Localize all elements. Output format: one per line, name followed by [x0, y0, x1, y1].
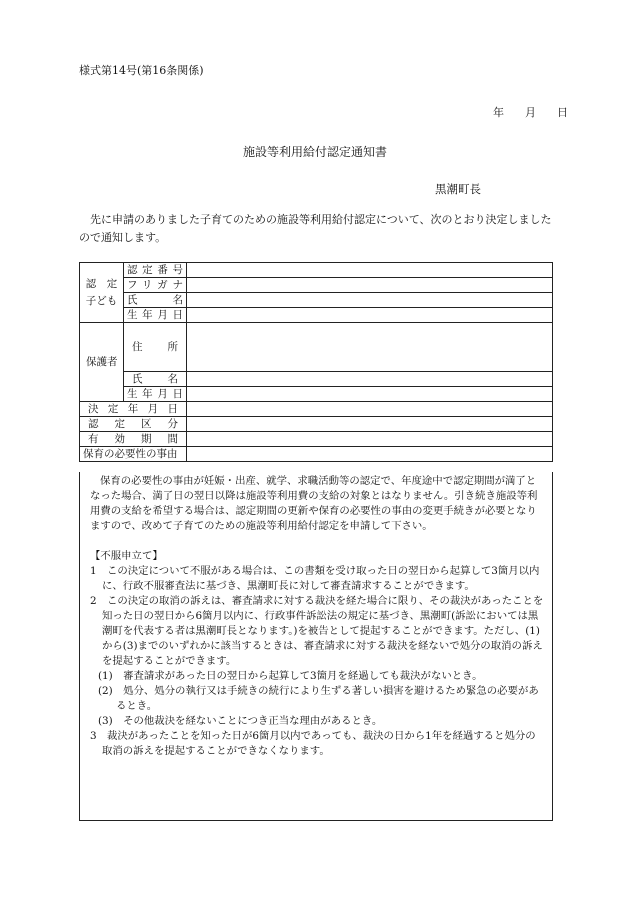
table-row [80, 263, 553, 278]
appeal-subitem-3: (3) その他裁決を経ないことにつき正当な理由があるとき。 [98, 715, 383, 727]
certification-category-field[interactable] [187, 417, 553, 432]
guardian-birthdate-field[interactable] [187, 387, 553, 402]
appeal-item-3: 3 裁決があったことを知った日が6箇月以内であっても、裁決の日から1年を経過すると処分の取消の訴えを提起することができなくなります。 [90, 730, 536, 757]
guardian-row-label: 生年月日 [124, 387, 187, 402]
childcare-reason-label: 保育の必要性の事由 [80, 447, 187, 462]
issuer: 黒潮町長 [435, 182, 481, 196]
notice-box [79, 472, 553, 821]
guardian-row-label: 氏 名 [124, 372, 187, 387]
appeal-heading: 【不服申立て】 [90, 550, 163, 562]
table-row [80, 447, 553, 462]
decision-date-label: 決定年月日 [80, 402, 187, 417]
certification-category-label: 認定区分 [80, 417, 187, 432]
certification-table [79, 262, 553, 462]
table-row [80, 372, 553, 387]
table-row [80, 308, 553, 323]
date-line [493, 104, 568, 120]
child-group-label: 認 定 子ども [80, 263, 124, 323]
child-name-field[interactable] [187, 293, 553, 308]
appeal-subitem-1: (1) 審査請求があった日の翌日から起算して3箇月を経過しても裁決がないとき。 [98, 670, 483, 682]
child-row-label: 認定番号 [124, 263, 187, 278]
table-row [80, 293, 553, 308]
child-row-label: 生年月日 [124, 308, 187, 323]
guardian-address-field[interactable] [187, 323, 553, 372]
intro-paragraph: 先に申請のありました子育てのための施設等利用給付認定について、次のとおり決定しましたので通知します。 [79, 213, 552, 244]
intro-text [79, 211, 559, 247]
appeal-subitem-2: (2) 処分、処分の執行又は手続きの続行により生ずる著しい損害を避けるため緊急の必要があるとき。 [98, 685, 539, 712]
table-row [80, 417, 553, 432]
document-title: 施設等利用給付認定通知書 [242, 145, 387, 159]
child-row-label: フリガナ [124, 278, 187, 293]
guardian-name-field[interactable] [187, 372, 553, 387]
table-row [80, 432, 553, 447]
date-year-label: 年 [493, 106, 504, 119]
child-birthdate-field[interactable] [187, 308, 553, 323]
validity-period-label: 有効期間 [80, 432, 187, 447]
childcare-reason-field[interactable] [187, 447, 553, 462]
table-row [80, 278, 553, 293]
validity-period-field[interactable] [187, 432, 553, 447]
child-furigana-field[interactable] [187, 278, 553, 293]
form-number: 様式第14号(第16条関係) [79, 64, 204, 77]
table-row [80, 402, 553, 417]
date-day-label: 日 [557, 106, 568, 119]
date-month-label: 月 [525, 106, 536, 119]
guardian-row-label: 住 所 [124, 323, 187, 372]
guardian-group-label: 保護者 [80, 323, 124, 402]
decision-date-field[interactable] [187, 402, 553, 417]
child-row-label: 氏 名 [124, 293, 187, 308]
notice-paragraph: 保育の必要性の事由が妊娠・出産、就学、求職活動等の認定で、年度途中で認定期間が満了となった場合、満了日の翌日以降は施設等利用費の支給の対象とはなりません。引き続き施設等利用費の支給を希望する場合は、認定期間の更新や保育の必要性の事由の変更手続きが必要となりますので、改めて子育てのための施設等利用給付認定を申請して下さい。 [90, 475, 538, 532]
appeal-item-1: 1 この決定について不服がある場合は、この書類を受け取った日の翌日から起算して3箇月以内に、行政不服審査法に基づき、黒潮町長に対して審査請求することができます。 [90, 565, 540, 592]
table-row [80, 387, 553, 402]
table-row [80, 323, 553, 372]
appeal-item-2: 2 この決定の取消の訴えは、審査請求に対する裁決を経た場合に限り、その裁決があったことを知った日の翌日から6箇月以内に、行政事件訴訟法の規定に基づき、黒潮町(訴訟においては黒潮町を代表する者は黒潮町長となります。)を被告として提起することができます。ただし、(1)から(3)までのいずれかに該当するときは、審査請求に対する裁決を経ないで処分の取消の訴えを提起することができます。 [90, 595, 544, 667]
certification-number-field[interactable] [187, 263, 553, 278]
